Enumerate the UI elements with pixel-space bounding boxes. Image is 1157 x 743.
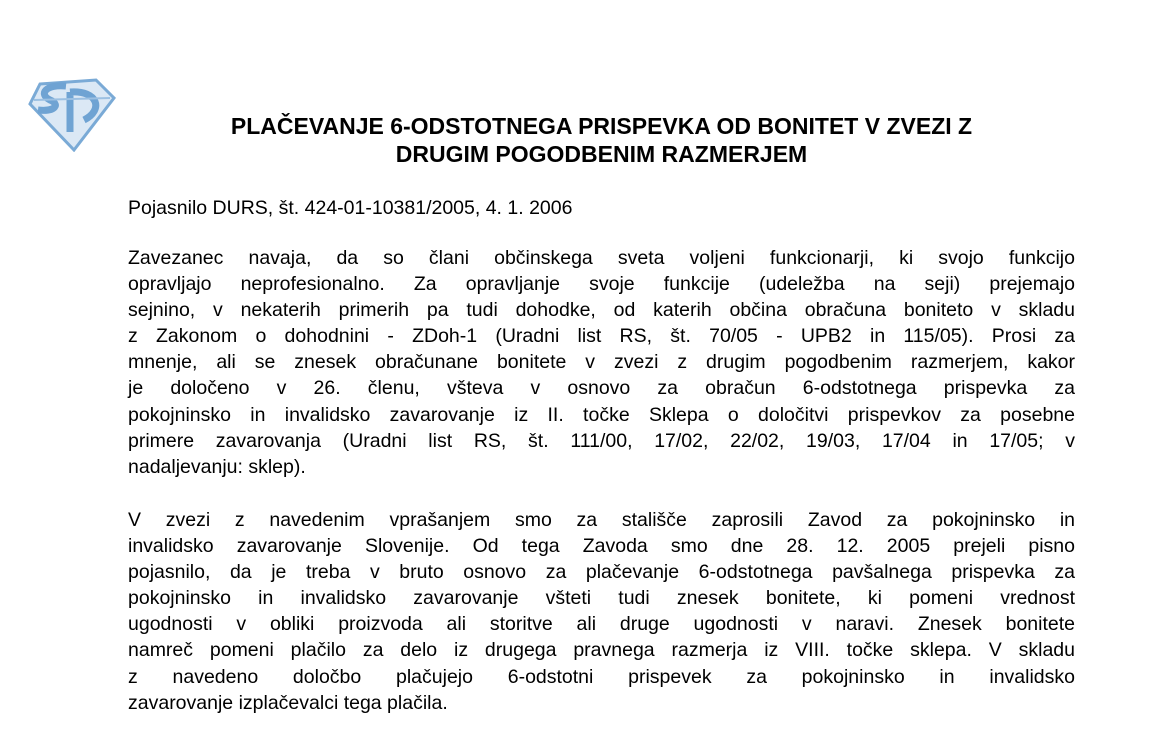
paragraph-1 [128, 245, 1075, 480]
text-line: ugodnosti v obliki proizvoda ali storitve ali druge ugodnosti v naravi. Znesek bonitete [128, 613, 1075, 636]
text-line: je določeno v 26. členu, všteva v osnovo za obračun 6-odstotnega prispevka za [128, 377, 1075, 400]
text-line: Zavezanec navaja, da so člani občinskega sveta voljeni funkcionarji, ki svojo funkcijo [128, 247, 1075, 269]
text-line: pokojninsko in invalidsko zavarovanje všteti tudi znesek bonitete, ki pomeni vrednost [128, 587, 1075, 610]
text-line: pojasnilo, da je treba v bruto osnovo za plačevanje 6-odstotnega pavšalnega prispevka za [128, 561, 1075, 584]
title-line: DRUGIM POGODBENIM RAZMERJEM [395, 141, 808, 167]
text-line: z Zakonom o dohodnini - ZDoh-1 (Uradni list RS, št. 70/05 - UPB2 in 115/05). Prosi za [128, 325, 1075, 348]
document-title [128, 112, 1075, 168]
text-line: sejnino, v nekaterih primerih pa tudi dohodke, od katerih občina obračuna boniteto v skladu [128, 299, 1075, 322]
text-line: pokojninsko in invalidsko zavarovanje iz II. točke Sklepa o določitvi prispevkov za posebne [128, 403, 1075, 426]
text-line: nadaljevanju: sklep). [128, 455, 306, 478]
paragraph-2 [128, 507, 1075, 716]
text-line: invalidsko zavarovanje Slovenije. Od tega Zavoda smo dne 28. 12. 2005 prejeli pisno [128, 535, 1075, 558]
text-line: z navedeno določbo plačujejo 6-odstotni prispevek za pokojninsko in invalidsko [128, 665, 1075, 688]
logo-icon [26, 76, 116, 152]
text-line: primere zavarovanja (Uradni list RS, št. 111/00, 17/02, 22/02, 19/03, 17/04 in 17/05; v [128, 429, 1075, 452]
text-line: namreč pomeni plačilo za delo iz drugega pravnega razmerja iz VIII. točke sklepa. V skladu [128, 639, 1075, 662]
document-subtitle: Pojasnilo DURS, št. 424-01-10381/2005, 4. 1. 2006 [128, 197, 573, 219]
title-line: PLAČEVANJE 6-ODSTOTNEGA PRISPEVKA OD BONITET V ZVEZI Z [230, 113, 973, 139]
text-line: mnenje, ali se znesek obračunane bonitete v zvezi z drugim pogodbenim razmerjem, kakor [128, 351, 1075, 374]
text-line: V zvezi z navedenim vprašanjem smo za stališče zaprosili Zavod za pokojninsko in [128, 509, 1075, 531]
text-line: opravljajo neprofesionalno. Za opravljanje svoje funkcije (udeležba na seji) prejemajo [128, 273, 1075, 296]
text-line: zavarovanje izplačevalci tega plačila. [128, 691, 448, 714]
